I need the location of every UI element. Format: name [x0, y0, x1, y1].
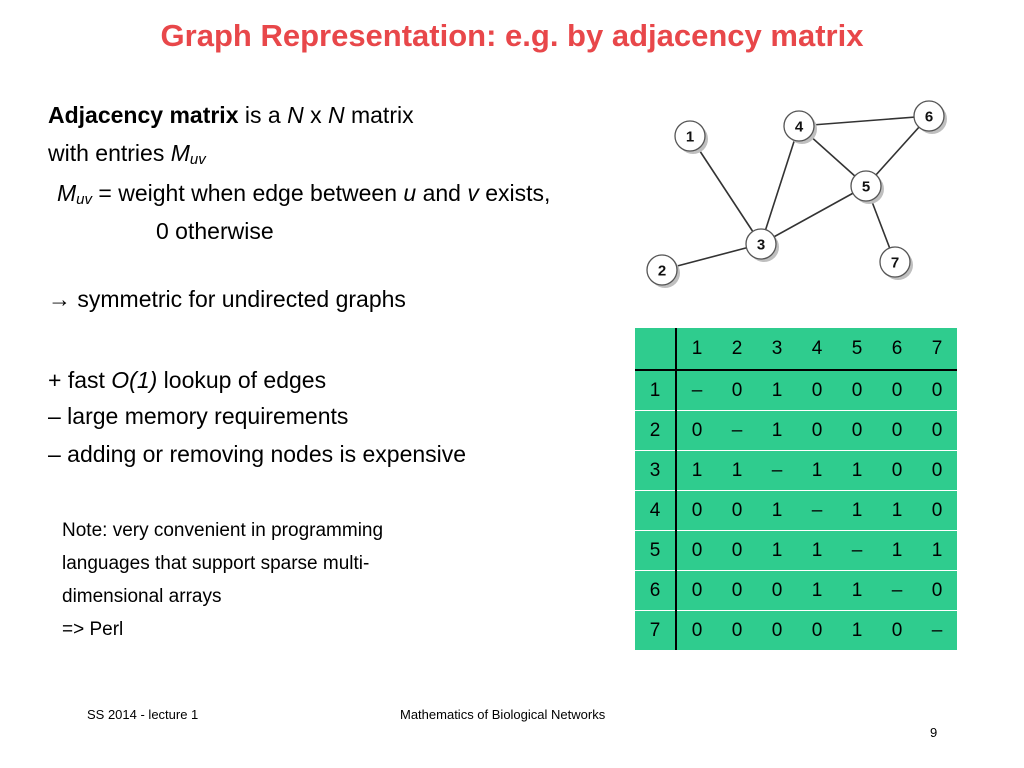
matrix-cell: 0 — [917, 370, 957, 411]
footer-course: Mathematics of Biological Networks — [400, 707, 606, 722]
matrix-row — [635, 411, 957, 451]
matrix-cell: 0 — [797, 411, 837, 451]
symbol-m: M — [57, 180, 77, 206]
graph-node-label: 1 — [685, 128, 695, 146]
matrix-cell: 0 — [917, 411, 957, 451]
matrix-cell: 0 — [917, 451, 957, 491]
graph-node-2 — [647, 255, 680, 288]
symbol-m: M — [170, 140, 190, 166]
matrix-row-header: 6 — [635, 571, 676, 611]
matrix-cell: 1 — [917, 531, 957, 571]
graph-node-6 — [914, 101, 947, 134]
symbol-v: v — [467, 180, 479, 206]
graph-node-5 — [851, 171, 884, 204]
slide-title: Graph Representation: e.g. by adjacency matrix — [160, 18, 864, 53]
matrix-row — [635, 611, 957, 651]
matrix-cell: 1 — [797, 531, 837, 571]
matrix-row-header: 3 — [635, 451, 676, 491]
graph-node-label: 2 — [657, 262, 667, 280]
text: lookup of edges — [157, 367, 327, 393]
matrix-cell: – — [797, 491, 837, 531]
symbol-n: N — [327, 102, 345, 128]
matrix-cell: 0 — [837, 411, 877, 451]
definition-line-1 — [48, 102, 414, 129]
matrix-cell: 0 — [837, 370, 877, 411]
text: = weight when edge between — [92, 180, 404, 206]
matrix-cell: 1 — [757, 531, 797, 571]
matrix-cell: 0 — [676, 531, 717, 571]
note-line: => Perl — [62, 619, 124, 640]
matrix-column-header: 3 — [771, 337, 783, 359]
definition-line-4: 0 otherwise — [156, 218, 274, 244]
symbol-n: N — [287, 102, 304, 128]
text: with entries — [48, 140, 171, 166]
graph-node-label: 7 — [890, 254, 900, 272]
matrix-cell: 1 — [877, 491, 917, 531]
matrix-cell: 0 — [917, 491, 957, 531]
matrix-cell: 0 — [877, 451, 917, 491]
complexity-o1: O(1) — [111, 367, 158, 393]
matrix-cell: 1 — [877, 531, 917, 571]
definition-line-3 — [57, 180, 550, 208]
matrix-row-header: 2 — [635, 411, 676, 451]
text: symmetric for undirected graphs — [71, 286, 406, 312]
matrix-row — [635, 451, 957, 491]
text: and — [416, 180, 468, 206]
graph-edge-1-3 — [690, 136, 761, 244]
text: is a — [238, 102, 288, 128]
footer-lecture: SS 2014 - lecture 1 — [87, 707, 199, 722]
matrix-column-header: 4 — [811, 337, 823, 359]
matrix-cell: 1 — [837, 491, 877, 531]
symmetric-line — [48, 286, 406, 313]
matrix-cell: 0 — [717, 491, 757, 531]
graph-node-label: 5 — [861, 178, 871, 196]
matrix-cell: 0 — [717, 531, 757, 571]
symbol-u: u — [403, 180, 417, 206]
note-block — [62, 514, 383, 646]
term-adjacency-matrix: Adjacency matrix — [48, 102, 239, 128]
matrix-cell: 0 — [877, 370, 917, 411]
matrix-cell: 0 — [877, 411, 917, 451]
matrix-cell: 1 — [837, 611, 877, 651]
matrix-cell: – — [757, 451, 797, 491]
matrix-cell: 1 — [757, 370, 797, 411]
matrix-cell: 1 — [797, 571, 837, 611]
matrix-cell: 0 — [676, 611, 717, 651]
matrix-row — [635, 370, 957, 411]
graph-node-1 — [675, 121, 708, 154]
pro-fast-lookup — [48, 367, 326, 394]
matrix-corner — [635, 328, 676, 370]
text: x — [303, 102, 328, 128]
matrix-row-header: 5 — [635, 531, 676, 571]
matrix-cell: – — [837, 531, 877, 571]
definition-line-2 — [48, 140, 206, 168]
matrix-header-row — [635, 328, 957, 370]
matrix-cell: 0 — [877, 611, 917, 651]
matrix-cell: 0 — [757, 611, 797, 651]
matrix-column-header: 2 — [731, 337, 743, 359]
matrix-column-header: 5 — [851, 337, 863, 359]
matrix-cell: 0 — [676, 411, 717, 451]
graph-node-label: 6 — [924, 108, 934, 126]
matrix-row-header: 1 — [635, 370, 676, 411]
matrix-column-header: 1 — [691, 337, 703, 359]
matrix-cell: 0 — [797, 370, 837, 411]
matrix-row — [635, 491, 957, 531]
matrix-row-header: 4 — [635, 491, 676, 531]
matrix-row — [635, 531, 957, 571]
matrix-cell: 1 — [797, 451, 837, 491]
note-line: Note: very convenient in programming — [62, 520, 384, 541]
matrix-cell: 0 — [717, 611, 757, 651]
adjacency-matrix-table — [635, 328, 957, 650]
graph-node-3 — [746, 229, 779, 262]
matrix-cell: 0 — [717, 571, 757, 611]
con-add-remove: – adding or removing nodes is expensive — [48, 441, 467, 467]
graph-node-7 — [880, 247, 913, 280]
graph-node-label: 3 — [756, 236, 766, 254]
graph-node-label: 4 — [794, 118, 804, 136]
graph-diagram — [638, 94, 958, 294]
matrix-row — [635, 571, 957, 611]
matrix-cell: 1 — [757, 491, 797, 531]
subscript-uv: uv — [189, 151, 206, 168]
matrix-cell: 0 — [797, 611, 837, 651]
matrix-cell: – — [877, 571, 917, 611]
matrix-column-header: 6 — [891, 337, 903, 359]
note-line: dimensional arrays — [62, 586, 222, 607]
matrix-cell: 0 — [917, 571, 957, 611]
note-line: languages that support sparse multi- — [62, 553, 370, 574]
graph-node-4 — [784, 111, 817, 144]
matrix-cell: 0 — [757, 571, 797, 611]
con-memory: – large memory requirements — [48, 403, 349, 429]
graph-edge-4-6 — [799, 116, 929, 126]
subscript-uv: uv — [76, 191, 93, 208]
text: exists, — [478, 180, 551, 206]
text: + fast — [48, 367, 112, 393]
matrix-cell: 1 — [676, 451, 717, 491]
text: matrix — [344, 102, 414, 128]
matrix-cell: – — [676, 370, 717, 411]
matrix-cell: 0 — [676, 491, 717, 531]
matrix-cell: – — [717, 411, 757, 451]
arrow-right-icon: → — [48, 286, 71, 312]
matrix-cell: 0 — [676, 571, 717, 611]
matrix-cell: 1 — [837, 571, 877, 611]
matrix-cell: 1 — [757, 411, 797, 451]
page-number: 9 — [930, 725, 938, 740]
matrix-row-header: 7 — [635, 611, 676, 651]
matrix-cell: 1 — [837, 451, 877, 491]
matrix-cell: – — [917, 611, 957, 651]
matrix-column-header: 7 — [931, 337, 943, 359]
matrix-cell: 1 — [717, 451, 757, 491]
matrix-cell: 0 — [717, 370, 757, 411]
